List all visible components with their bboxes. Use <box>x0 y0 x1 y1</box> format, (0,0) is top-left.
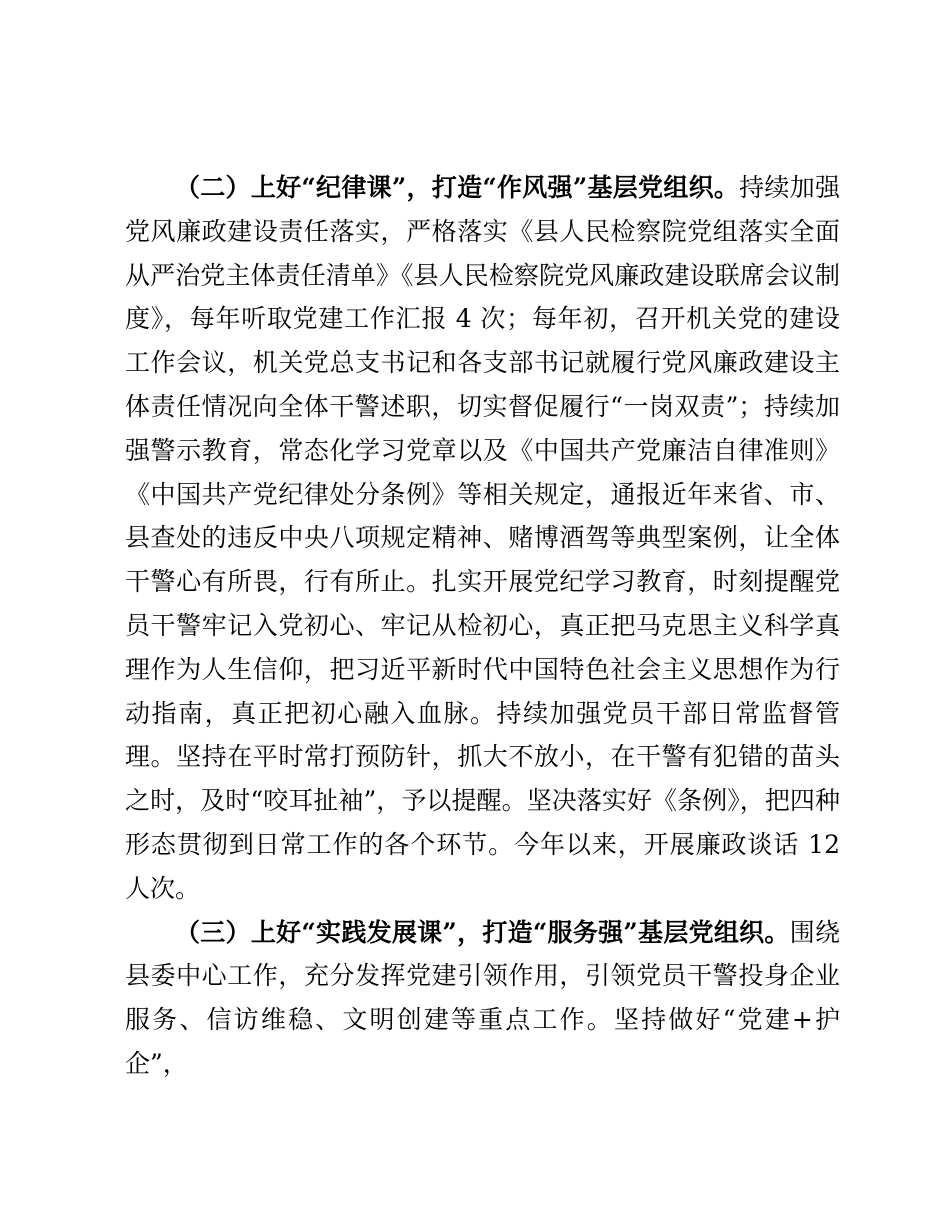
document-body <box>125 166 840 1086</box>
paragraph-heading: （三）上好“实践发展课”，打造“服务强”基层党组织。 <box>175 917 790 947</box>
paragraph-body: 持续加强党风廉政建设责任落实，严格落实《县人民检察院党组落实全面从严治党主体责任清单》《县人民检察院党风廉政建设联席会议制度》，每年听取党建工作汇报 4 次；每年初，召开机关党的建设工作会议，机关党总支书记和各支部书记就履行党风廉政建设主体责任情况向全体干警述职，切实督促履行“一岗双责”；持续加强警示教育，常态化学习党章以及《中国共产党廉洁自律准则》《中国共产党纪律处分条例》等相关规定，通报近年来省、市、县查处的违反中央八项规定精神、赌博酒驾等典型案例，让全体干警心有所畏，行有所止。扎实开展党纪学习教育，时刻提醒党员干警牢记入党初心、牢记从检初心，真正把马克思主义科学真理作为人生信仰，把习近平新时代中国特色社会主义思想作为行动指南，真正把初心融入血脉。持续加强党员干部日常监督管理。坚持在平时常打预防针，抓大不放小，在干警有犯错的苗头之时，及时“咬耳扯袖”，予以提醒。坚决落实好《条例》，把四种形态贯彻到日常工作的各个环节。今年以来，开展廉政谈话 12 人次。 <box>125 173 840 903</box>
paragraph-heading: （二）上好“纪律课”，打造“作风强”基层党组织。 <box>175 173 740 202</box>
paragraph-body: 围绕县委中心工作，充分发挥党建引领作用，引领党员干警投身企业服务、信访维稳、文明创建等重点工作。坚持做好“党建+护企”， <box>125 917 840 1078</box>
paragraph-discipline-lesson <box>125 166 840 911</box>
paragraph-practice-lesson <box>125 911 840 1086</box>
